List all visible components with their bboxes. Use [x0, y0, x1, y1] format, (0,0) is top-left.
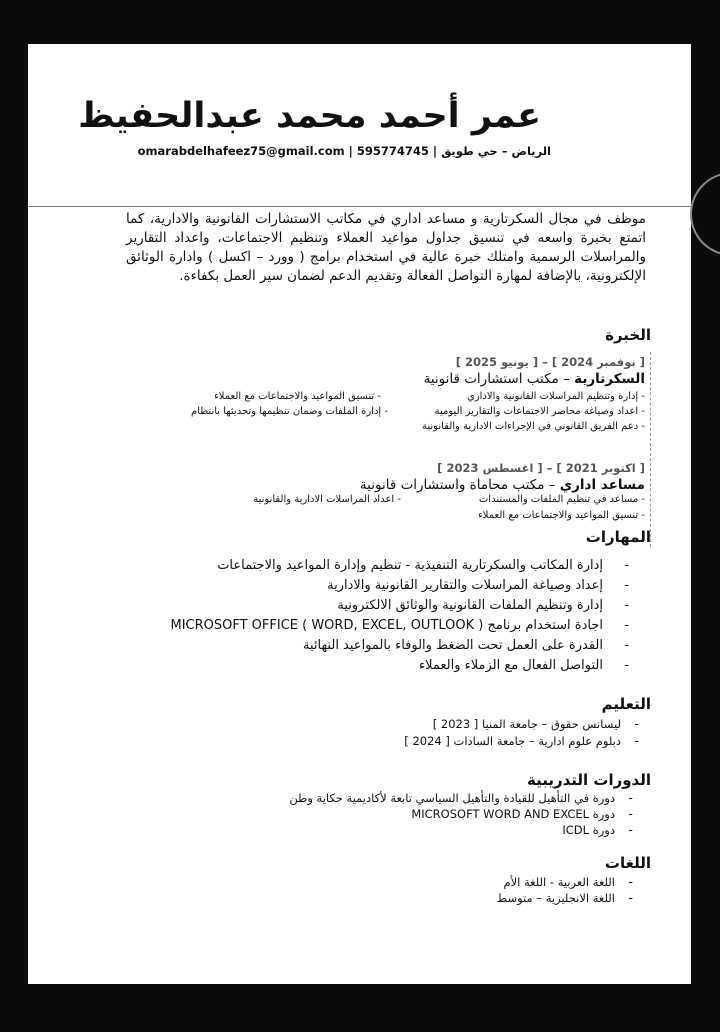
candidate-name: عمر أحمد محمد عبدالحفيظ: [78, 96, 541, 136]
job-2-title: [360, 477, 645, 493]
skill-item-1: إدارة المكاتب والسكرتارية التنفيذية - تنظيم وإدارة المواعيد والاجتماعات: [217, 558, 603, 573]
education-dash-2: -: [634, 734, 639, 749]
education-item-1: ليسانس حقوق – جامعة المنيا [ 2023 ]: [432, 717, 621, 731]
skills-dash-5: -: [624, 638, 629, 653]
job-1-company: – مكتب استشارات قانونية: [423, 371, 575, 387]
job-2-bullet-2: - اعداد المراسلات الادارية والقانونية: [253, 494, 401, 505]
skills-dash-2: -: [624, 578, 629, 593]
job-1-title: [424, 371, 645, 387]
skill-item-4: اجادة استخدام برنامج ( MICROSOFT OFFICE ( WORD, EXCEL, OUTLOOK: [170, 618, 603, 633]
languages-heading: اللغات: [604, 854, 651, 872]
skill-item-3: إدارة وتنظيم الملفات القانونية والوثائق الالكترونية: [337, 598, 603, 613]
job-1-bullet-3: - اعداد وصياغة محاضر الاجتماعات والتقارير اليومية: [434, 406, 645, 417]
education-item-2: دبلوم علوم ادارية – جامعة السادات [ 2024 ]: [404, 734, 621, 748]
job-1-bullet-4: - إدارة الملفات وضمان تنظيمها وتحديثها بانتظام: [191, 406, 388, 417]
job-1-bullet-5: - دعم الفريق القانوني في الإجراءات الادارية والقانونية: [422, 421, 645, 432]
skill-item-2: إعداد وصياغة المراسلات والتقارير القانونية والادارية: [327, 578, 603, 593]
experience-timeline: [650, 352, 651, 547]
job-2-company: – مكتب محاماة واستشارات قانونية: [359, 477, 560, 493]
contact-line: الرياض – حي طويق | 595774745 | omarabdelhafeez75@gmail.com: [137, 144, 551, 158]
courses-heading: الدورات التدريبية: [526, 771, 651, 789]
language-item-2: اللغة الانجليزية – متوسط: [496, 891, 615, 905]
job-2-date: [ اكتوبر 2021 ] – [ اغسطس 2023 ]: [437, 461, 645, 475]
languages-dash-2: -: [628, 891, 633, 906]
education-dash-1: -: [634, 717, 639, 732]
education-heading: التعليم: [601, 695, 651, 713]
skills-dash-1: -: [624, 558, 629, 573]
courses-dash-3: -: [628, 823, 633, 838]
skills-dash-4: -: [624, 618, 629, 633]
job-1-bullet-1: - إدارة وتنظيم المراسلات القانونية والاداري: [467, 391, 645, 402]
job-1-date: [ نوفمبر 2024 ] – [ يونيو 2025 ]: [455, 355, 645, 369]
experience-heading: الخبرة: [605, 326, 651, 344]
job-1-bullet-2: - تنسيق المواعيد والاجتماعات مع العملاء: [214, 391, 381, 402]
courses-dash-2: -: [628, 807, 633, 822]
job-1-role: السكرتارية: [574, 371, 645, 387]
header-divider: [28, 206, 691, 207]
job-2-bullet-3: - تنسيق المواعيد والاجتماعات مع العملاء: [478, 510, 645, 521]
job-2-role: مساعد اداري: [559, 477, 645, 493]
courses-dash-1: -: [628, 791, 633, 806]
skills-dash-3: -: [624, 598, 629, 613]
resume-page: [28, 44, 691, 984]
language-item-1: اللغة العربية - اللغة الأم: [503, 875, 615, 889]
profile-summary: موظف في مجال السكرتارية و مساعد اداري في مكاتب الاستشارات القانونية والادارية، كما اتمتع بخبرة واسعه في تنسيق جداول مواعيد العملاء وتنظيم الاجتماعات، واعداد التقارير والمراسلات الرسمية وامتلك خبرة عالية في استخدام برامج ( وورد – اكسل ) وادارة الوثائق الإلكترونية، بالإضافة لمهارة التواصل الفعالة وتقديم الدعم لضمان سير العمل بكفاءة.: [126, 211, 646, 284]
skill-item-6: التواصل الفعال مع الزملاء والعملاء: [418, 658, 603, 673]
languages-dash-1: -: [628, 875, 633, 890]
course-item-2: دورة MICROSOFT WORD AND EXCEL: [411, 807, 615, 821]
job-2-bullet-1: - مساعد في تنظيم الملفات والمستندات: [478, 494, 645, 505]
skills-dash-6: -: [624, 658, 629, 673]
course-item-1: دورة في التأهيل للقيادة والتأهيل السياسي تابعة لأكاديمية حكاية وطن: [289, 791, 615, 805]
skill-item-5: القدرة على العمل تحت الضغط والوفاء بالمواعيد النهائية: [302, 638, 603, 653]
course-item-3: دورة ICDL: [562, 823, 615, 837]
skills-heading: المهارات: [585, 528, 651, 546]
decorative-circle: [690, 172, 720, 256]
